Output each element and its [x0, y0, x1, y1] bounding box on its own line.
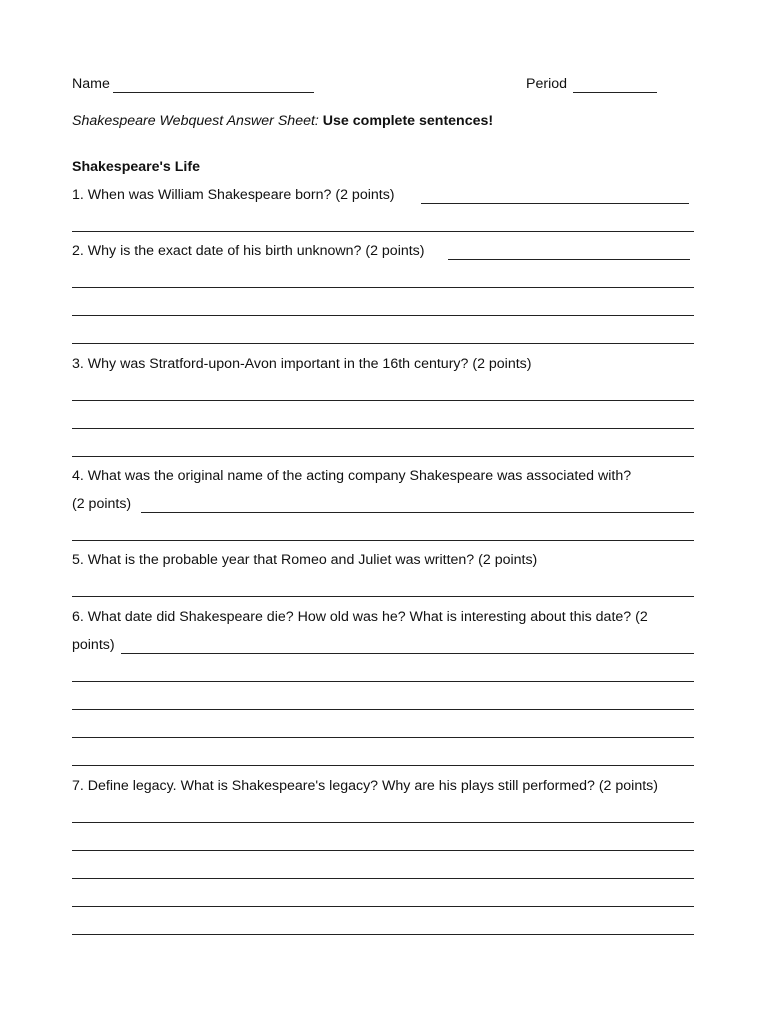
question-6-points: points) — [72, 637, 115, 653]
answer-line[interactable] — [141, 512, 694, 513]
answer-line[interactable] — [72, 428, 694, 429]
question-6-text: 6. What date did Shakespeare die? How old was he? What is interesting about this date? (2 — [72, 609, 648, 625]
answer-line[interactable] — [448, 259, 690, 260]
answer-line[interactable] — [72, 456, 694, 457]
answer-line[interactable] — [72, 765, 694, 766]
answer-line[interactable] — [72, 596, 694, 597]
answer-line[interactable] — [72, 878, 694, 879]
question-3-text: 3. Why was Stratford-upon-Avon important in the 16th century? (2 points) — [72, 356, 532, 372]
answer-line[interactable] — [72, 709, 694, 710]
answer-line[interactable] — [72, 822, 694, 823]
answer-line[interactable] — [72, 540, 694, 541]
answer-line[interactable] — [72, 934, 694, 935]
answer-line[interactable] — [72, 287, 694, 288]
section-title: Shakespeare's Life — [72, 159, 200, 175]
answer-line[interactable] — [72, 343, 694, 344]
question-7-text: 7. Define legacy. What is Shakespeare's legacy? Why are his plays still performed? (2 points) — [72, 778, 658, 794]
question-1-text: 1. When was William Shakespeare born? (2 points) — [72, 187, 395, 203]
question-4-text: 4. What was the original name of the acting company Shakespeare was associated with? — [72, 468, 632, 484]
answer-line[interactable] — [72, 231, 694, 232]
subtitle-italic: Shakespeare Webquest Answer Sheet: — [72, 113, 319, 129]
answer-line[interactable] — [121, 653, 694, 654]
answer-line[interactable] — [72, 681, 694, 682]
period-label: Period — [526, 76, 568, 92]
answer-line[interactable] — [72, 906, 694, 907]
subtitle-instruction: Use complete sentences! — [318, 113, 494, 129]
answer-line[interactable] — [72, 850, 694, 851]
question-5-text: 5. What is the probable year that Romeo and Juliet was written? (2 points) — [72, 552, 538, 568]
name-blank[interactable] — [113, 92, 314, 93]
answer-line[interactable] — [421, 203, 689, 204]
question-4-points: (2 points) — [72, 496, 132, 512]
name-label: Name — [72, 76, 110, 92]
period-blank[interactable] — [573, 92, 657, 93]
answer-line[interactable] — [72, 315, 694, 316]
answer-line[interactable] — [72, 737, 694, 738]
answer-line[interactable] — [72, 400, 694, 401]
question-2-text: 2. Why is the exact date of his birth unknown? (2 points) — [72, 243, 425, 259]
subtitle — [72, 113, 493, 130]
